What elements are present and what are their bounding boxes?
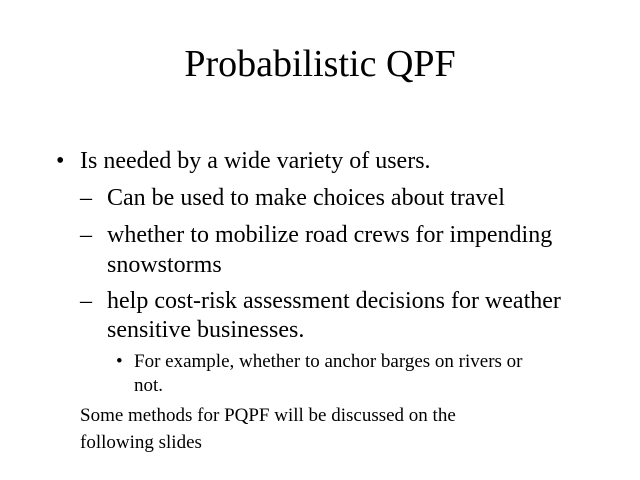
sub-bullet-text-continued: snowstorms bbox=[107, 252, 222, 278]
note-text: Some methods for PQPF will be discussed on the bbox=[80, 405, 456, 426]
bullet-marker: • bbox=[56, 148, 65, 174]
note-text-continued: following slides bbox=[80, 432, 202, 453]
sub-sub-bullet-marker: • bbox=[116, 351, 123, 372]
sub-bullet-text: Can be used to make choices about travel bbox=[107, 185, 505, 211]
slide-title: Probabilistic QPF bbox=[184, 43, 456, 85]
sub-sub-bullet-text-continued: not. bbox=[134, 375, 164, 396]
sub-bullet-marker: – bbox=[80, 288, 92, 314]
sub-bullet-marker: – bbox=[80, 222, 92, 248]
sub-bullet-text: whether to mobilize road crews for impending bbox=[107, 222, 553, 248]
sub-sub-bullet-text: For example, whether to anchor barges on rivers or bbox=[134, 351, 523, 372]
sub-bullet-text-continued: sensitive businesses. bbox=[107, 317, 305, 343]
sub-bullet-marker: – bbox=[80, 185, 92, 211]
bullet-text: Is needed by a wide variety of users. bbox=[80, 148, 431, 174]
sub-bullet-text: help cost-risk assessment decisions for weather bbox=[107, 288, 561, 314]
